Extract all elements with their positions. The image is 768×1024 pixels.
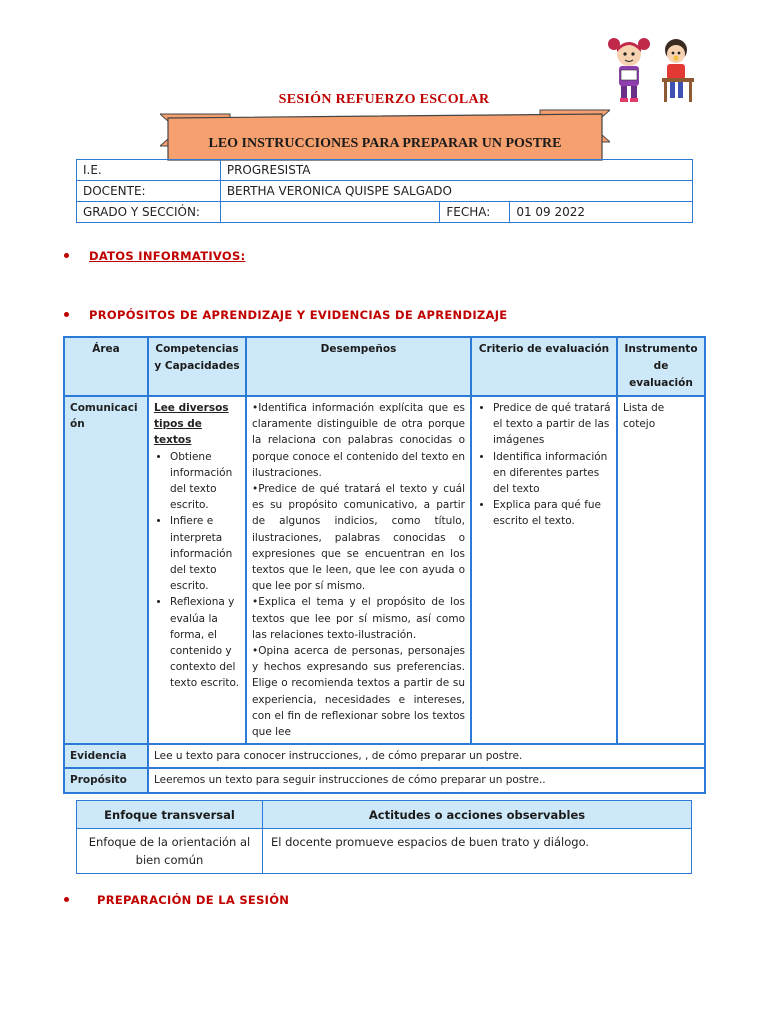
- section-preparacion: PREPARACIÓN DE LA SESIÓN: [64, 893, 289, 907]
- competencies-table: [63, 336, 706, 794]
- evidencia-text: Lee u texto para conocer instrucciones, , de cómo preparar un postre.: [148, 744, 705, 768]
- list-item: •Explica el tema y el propósito de los textos que lee por sí mismo, así como las relaciones texto-ilustración.: [252, 596, 465, 641]
- list-item: •Opina acerca de personas, personajes y hechos expresando sus preferencias. Elige o recomienda textos a partir de su experiencia, necesidades e intereses, con el fin de reflexionar sobre los textos que lee: [252, 645, 465, 739]
- info-row-docente: [77, 181, 693, 202]
- desempenos-cell: [246, 396, 471, 744]
- table-header-row: [64, 337, 705, 396]
- criterio-cell: [471, 396, 617, 744]
- ie-label: I.E.: [77, 160, 221, 181]
- criterios-list: [477, 400, 611, 530]
- header-competencias: Competencias y Capacidades: [148, 337, 246, 396]
- evidencia-label: Evidencia: [64, 744, 148, 768]
- enfoque-header-left: Enfoque transversal: [77, 801, 263, 829]
- banner-title: LEO INSTRUCCIONES PARA PREPARAR UN POSTRE: [208, 136, 562, 151]
- enfoque-header-row: [77, 801, 692, 829]
- competencia-title: Lee diversos tipos de textos: [154, 402, 229, 447]
- list-item: • Obtiene información del texto escrito.: [170, 449, 240, 514]
- evidencia-row: [64, 744, 705, 768]
- proposito-text: Leeremos un texto para seguir instrucciones de cómo preparar un postre..: [148, 768, 705, 792]
- header-criterio: Criterio de evaluación: [471, 337, 617, 396]
- area-cell: Comunicación: [64, 396, 148, 744]
- info-table: [76, 159, 693, 223]
- competencias-cell: [148, 396, 246, 744]
- proposito-row: [64, 768, 705, 792]
- info-row-grado: [77, 202, 693, 223]
- docente-value: BERTHA VERONICA QUISPE SALGADO: [220, 181, 692, 202]
- ie-value: PROGRESISTA: [220, 160, 692, 181]
- grado-label: GRADO Y SECCIÓN:: [77, 202, 221, 223]
- bullet-dot: [64, 253, 69, 258]
- instrumento-cell: Lista de cotejo: [617, 396, 705, 744]
- section-datos: DATOS INFORMATIVOS:: [64, 249, 245, 263]
- grado-value: [220, 202, 440, 223]
- list-item: • Explica para qué fue escrito el texto.: [493, 497, 611, 529]
- bullet-dot: [64, 312, 69, 317]
- capacidades-list: [154, 449, 240, 692]
- section-propositos: PROPÓSITOS DE APRENDIZAJE Y EVIDENCIAS DE APRENDIZAJE: [64, 308, 507, 322]
- fecha-value: 01 09 2022: [510, 202, 693, 223]
- docente-label: DOCENTE:: [77, 181, 221, 202]
- enfoque-header-right: Actitudes o acciones observables: [263, 801, 692, 829]
- proposito-label: Propósito: [64, 768, 148, 792]
- header-desempenos: Desempeños: [246, 337, 471, 396]
- list-item: •Identifica información explícita que es claramente distinguible de otra porque la relaciona con palabras conocidas o porque conoce el contenido del texto en ilustraciones.: [252, 402, 465, 479]
- table-row: [77, 829, 692, 874]
- list-item: • Reflexiona y evalúa la forma, el contenido y contexto del texto escrito.: [170, 594, 240, 691]
- list-item: • Infiere e interpreta información del texto escrito.: [170, 513, 240, 594]
- enfoque-cell-right: El docente promueve espacios de buen trato y diálogo.: [263, 829, 692, 874]
- enfoque-cell-left: Enfoque de la orientación al bien común: [77, 829, 263, 874]
- header-instrumento: Instrumento de evaluación: [617, 337, 705, 396]
- fecha-label: FECHA:: [440, 202, 510, 223]
- session-title: SESIÓN REFUERZO ESCOLAR: [278, 92, 490, 107]
- info-row-ie: [77, 160, 693, 181]
- bullet-dot: [64, 897, 69, 902]
- header-area: Área: [64, 337, 148, 396]
- table-row: [64, 396, 705, 744]
- list-item: • Predice de qué tratará el texto a partir de las imágenes: [493, 400, 611, 449]
- enfoque-table: [76, 800, 692, 874]
- list-item: • Identifica información en diferentes partes del texto: [493, 449, 611, 498]
- list-item: •Predice de qué tratará el texto y cuál es su propósito comunicativo, a partir de algunos indicios, como título, ilustraciones, palabras conocidas o expresiones que se encuentran en los textos que le leen, que lee con ayuda o que lee por sí mismo.: [252, 483, 465, 593]
